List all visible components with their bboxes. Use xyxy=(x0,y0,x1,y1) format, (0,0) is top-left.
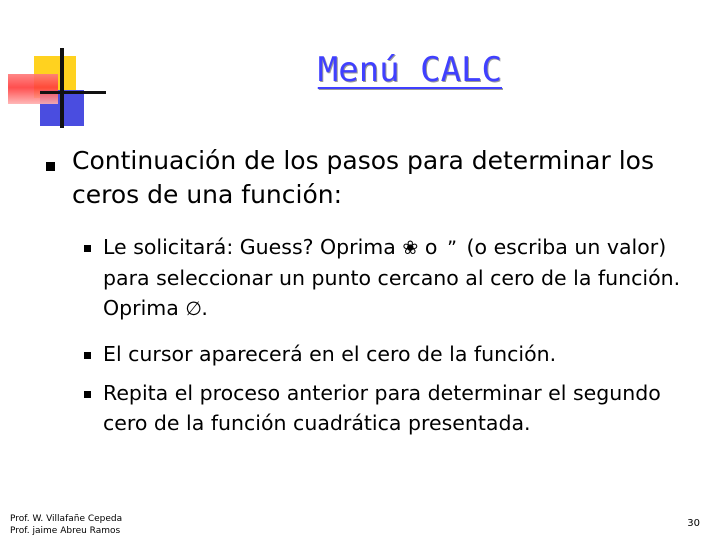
sub-bullet-item-1 xyxy=(84,232,684,324)
sub-bullet-item-2 xyxy=(84,339,684,369)
footer-author-2: Prof. jaime Abreu Ramos xyxy=(10,526,121,536)
bullet-marker xyxy=(84,391,91,398)
page-number: 30 xyxy=(687,518,700,529)
main-bullet-text: Continuación de los pasos para determinar los ceros de una función: xyxy=(72,146,654,209)
sub-bullet-text-3: Repita el proceso anterior para determinar el segundo cero de la función cuadrática presentada. xyxy=(103,381,661,435)
sub-bullet-1-part3: (o escriba un valor) para seleccionar un punto cercano al cero de la función. Oprima xyxy=(103,235,681,320)
enter-key-icon: ∅ xyxy=(185,298,202,320)
sub-bullet-text-1 xyxy=(103,232,684,324)
slide-title: Menú CALC xyxy=(317,50,502,90)
sub-bullet-text-2: El cursor aparecerá en el cero de la función. xyxy=(103,342,557,366)
bullet-marker xyxy=(84,245,91,252)
bullet-marker xyxy=(84,352,91,359)
sub-bullet-1-part2: o xyxy=(424,235,438,259)
bullet-marker xyxy=(46,162,55,171)
footer-author-1: Prof. W. Villafañe Cepeda xyxy=(10,514,123,524)
footer-authors xyxy=(10,513,122,537)
main-bullet-item xyxy=(46,144,686,212)
sub-bullet-1-part4: . xyxy=(201,296,208,320)
gear-icon: ❀ xyxy=(402,237,419,259)
down-arrow-key-icon: ” xyxy=(447,237,457,259)
sub-bullet-item-3 xyxy=(84,378,684,438)
sub-bullet-1-part1: Le solicitará: Guess? Oprima xyxy=(103,235,396,259)
